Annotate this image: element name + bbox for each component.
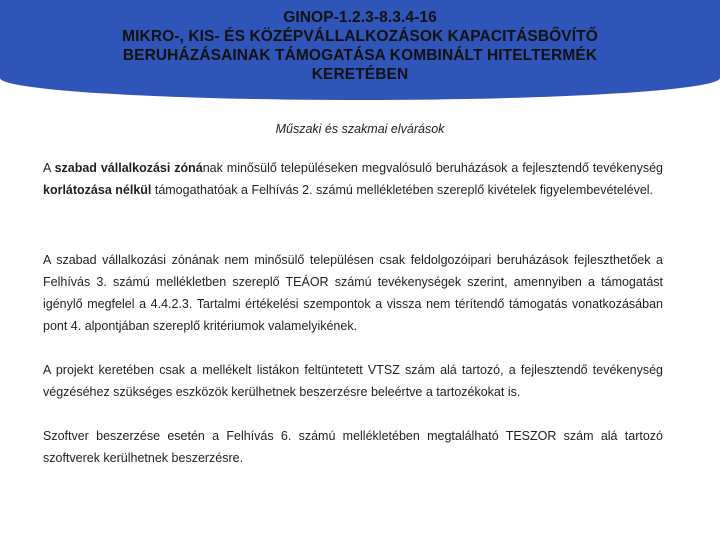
title-line: MIKRO-, KIS- ÉS KÖZÉPVÁLLALKOZÁSOK KAPACITÁSBŐVÍTŐ <box>122 28 598 45</box>
section-subtitle: Műszaki és szakmai elvárások <box>275 122 445 136</box>
page-title <box>40 8 680 84</box>
title-line: BERUHÁZÁSAINAK TÁMOGATÁSA KOMBINÁLT HITELTERMÉK <box>122 47 598 64</box>
title-line: KERETÉBEN <box>311 66 409 83</box>
text-run: A <box>43 161 55 175</box>
text-run: támogathatóak a Felhívás 2. számú mellékletében szereplő kivételek figyelembevételével. <box>151 183 654 197</box>
bold-text: korlátozása nélkül <box>43 183 152 197</box>
paragraph-non-zone-settlement: A szabad vállalkozási zónának nem minősülő településen csak feldolgozóipari beruházások fejleszthetőek a Felhívás 3. számú mellékletben szereplő TEÁOR számú tevékenységek szerint, amennyiben a támogatást igénylő megfelel a 4.4.2.3. Tartalmi értékelési szempontok a vissza nem térítendő támogatás vonatkozásában pont 4. alpontjában szereplő kritériumok valamelyikének. <box>43 253 663 333</box>
paragraph-free-enterprise-zone <box>43 157 663 201</box>
paragraph-vtsz-assets: A projekt keretében csak a mellékelt listákon feltüntetett VTSZ szám alá tartozó, a fejlesztendő tevékenység végzéséhez szükséges eszközök kerülhetnek beszerzésre beleértve a tartozékokat is. <box>43 363 663 399</box>
bold-text: szabad vállalkozási zóná <box>54 161 203 175</box>
title-line-code: GINOP-1.2.3-8.3.4-16 <box>283 9 437 26</box>
text-run: nak minősülő településeken megvalósuló beruházások a fejlesztendő tevékenység <box>202 161 663 175</box>
paragraph-software-teszor: Szoftver beszerzése esetén a Felhívás 6. számú mellékletében megtalálható TESZOR szám alá tartozó szoftverek kerülhetnek beszerzésre. <box>43 429 663 465</box>
